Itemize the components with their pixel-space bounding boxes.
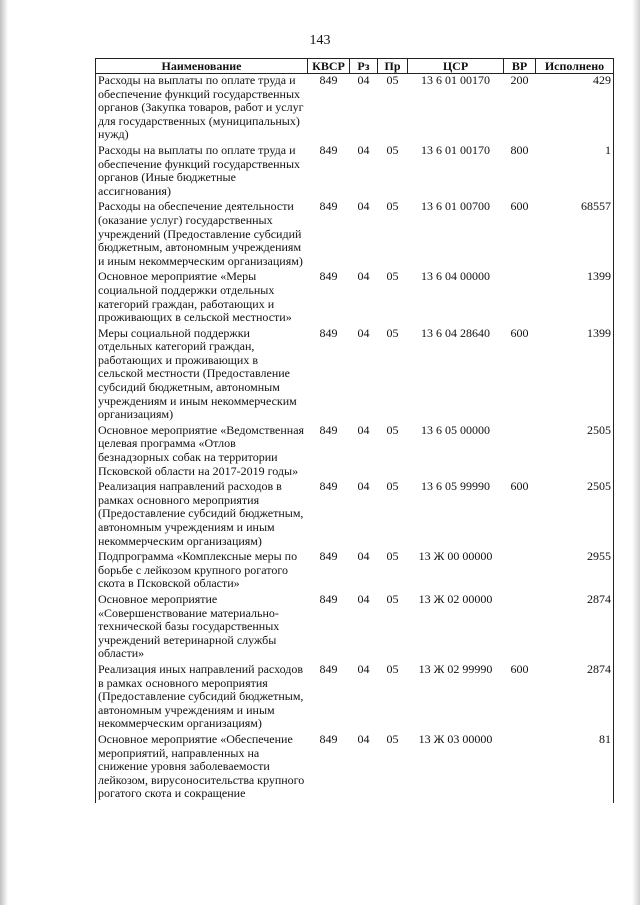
row-done: 2505 xyxy=(536,424,614,480)
row-csr: 13 6 04 00000 xyxy=(421,269,490,284)
row-done: 1399 xyxy=(536,270,614,326)
row-done: 1 xyxy=(536,144,614,200)
table-row xyxy=(96,270,614,326)
scan-edge-left xyxy=(0,0,8,905)
row-kvsr: 849 xyxy=(319,325,338,340)
row-csr: 13 6 01 00170 xyxy=(421,73,490,87)
row-pr: 05 xyxy=(386,479,399,494)
row-rz: 04 xyxy=(357,422,370,437)
row-rz: 04 xyxy=(357,591,370,606)
row-vr xyxy=(504,593,536,663)
row-pr: 05 xyxy=(386,549,399,564)
table-row xyxy=(96,327,614,424)
table-row xyxy=(96,480,614,550)
row-name: Основное мероприятие «Совершенствование материально-технической базы государственных учреждений ветеринарной службы области» xyxy=(96,593,308,663)
row-pr: 05 xyxy=(386,661,399,676)
row-vr: 600 xyxy=(510,661,529,676)
row-done: 1399 xyxy=(536,327,614,424)
row-name: Расходы на выплаты по оплате труда и обеспечение функций государственных органов (Иные бюджетные ассигнования) xyxy=(96,144,308,200)
row-csr: 13 Ж 03 00000 xyxy=(418,731,493,746)
row-vr xyxy=(504,270,536,326)
row-done: 81 xyxy=(536,733,614,803)
row-vr xyxy=(504,733,536,803)
row-kvsr: 849 xyxy=(319,199,338,214)
header-done: Исполнено xyxy=(536,59,614,74)
row-name: Основное мероприятие «Меры социальной поддержки отдельных категорий граждан, работающих и проживающих в сельской местности» xyxy=(96,270,308,326)
row-name: Реализация направлений расходов в рамках основного мероприятия (Предоставление субсидий бюджетным, автономным учреждениям и иным некоммерческим организациям) xyxy=(96,480,308,550)
row-pr: 05 xyxy=(386,325,399,340)
row-kvsr: 849 xyxy=(319,422,338,437)
row-rz: 04 xyxy=(357,73,370,87)
row-csr: 13 6 01 00170 xyxy=(421,142,490,157)
row-name: Основное мероприятие «Ведомственная целевая программа «Отлов безнадзорных собак на территории Псковской области на 2017-2019 годы» xyxy=(96,424,308,480)
header-vr: ВР xyxy=(504,59,536,74)
row-vr: 800 xyxy=(510,142,529,157)
row-kvsr: 849 xyxy=(319,661,338,676)
row-name: Подпрограмма «Комплексные меры по борьбе с лейкозом крупного рогатого скота в Псковской области» xyxy=(96,550,308,593)
header-rz: Рз xyxy=(350,59,378,74)
table-row xyxy=(96,663,614,733)
row-done: 2874 xyxy=(536,663,614,733)
page-number: 143 xyxy=(309,33,331,48)
row-rz: 04 xyxy=(357,199,370,214)
row-done: 2874 xyxy=(536,593,614,663)
table-row xyxy=(96,593,614,663)
row-kvsr: 849 xyxy=(319,73,338,87)
row-csr: 13 Ж 02 99990 xyxy=(418,661,493,676)
row-name: Реализация иных направлений расходов в рамках основного мероприятия (Предоставление субсидий бюджетным, автономным учреждениям и иным некоммерческим организациям) xyxy=(96,663,308,733)
row-pr: 05 xyxy=(386,422,399,437)
row-pr: 05 xyxy=(386,142,399,157)
row-pr: 05 xyxy=(386,731,399,746)
row-vr: 600 xyxy=(510,479,529,494)
row-vr: 200 xyxy=(510,73,529,87)
table-row xyxy=(96,424,614,480)
budget-table xyxy=(95,58,614,803)
row-csr: 13 6 04 28640 xyxy=(421,325,490,340)
row-pr: 05 xyxy=(386,591,399,606)
row-pr: 05 xyxy=(386,269,399,284)
header-pr: Пр xyxy=(378,59,408,74)
row-rz: 04 xyxy=(357,269,370,284)
row-name: Расходы на обеспечение деятельности (оказание услуг) государственных учреждений (Предоставление субсидий бюджетным, автономным учреждениям и иным некоммерческим организациям) xyxy=(96,200,308,270)
row-csr: 13 6 01 00700 xyxy=(421,199,490,214)
row-kvsr: 849 xyxy=(319,479,338,494)
row-vr xyxy=(504,550,536,593)
table-row xyxy=(96,733,614,803)
row-kvsr: 849 xyxy=(319,142,338,157)
row-rz: 04 xyxy=(357,142,370,157)
row-csr: 13 Ж 02 00000 xyxy=(418,591,493,606)
row-pr: 05 xyxy=(386,73,399,87)
table-row xyxy=(96,200,614,270)
row-name: Основное мероприятие «Обеспечение мероприятий, направленных на снижение уровня заболеваемости лейкозом, вирусоносительства крупного рогатого скота и сокращение xyxy=(96,733,308,803)
row-done: 2955 xyxy=(536,550,614,593)
row-kvsr: 849 xyxy=(319,269,338,284)
header-kvsr: КВСР xyxy=(308,59,350,74)
table-row xyxy=(96,74,614,144)
row-csr: 13 6 05 99990 xyxy=(421,479,490,494)
row-done: 429 xyxy=(536,74,614,144)
table-header-row xyxy=(96,59,614,74)
table-row xyxy=(96,144,614,200)
row-rz: 04 xyxy=(357,479,370,494)
table-row xyxy=(96,550,614,593)
row-name: Меры социальной поддержки отдельных категорий граждан, работающих и проживающих в сельской местности (Предоставление субсидий бюджетным, автономным учреждениям и иным некоммерческим организациям) xyxy=(96,327,308,424)
row-done: 68557 xyxy=(536,200,614,270)
row-done: 2505 xyxy=(536,480,614,550)
row-name: Расходы на выплаты по оплате труда и обеспечение функций государственных органов (Закупка товаров, работ и услуг для государственных (муниципальных) нужд) xyxy=(96,74,308,144)
header-name: Наименование xyxy=(96,59,308,74)
row-csr: 13 Ж 00 00000 xyxy=(418,549,493,564)
row-vr: 600 xyxy=(510,325,529,340)
row-csr: 13 6 05 00000 xyxy=(421,422,490,437)
row-rz: 04 xyxy=(357,549,370,564)
row-rz: 04 xyxy=(357,731,370,746)
row-kvsr: 849 xyxy=(319,591,338,606)
row-vr: 600 xyxy=(510,199,529,214)
header-csr: ЦСР xyxy=(408,59,504,74)
row-rz: 04 xyxy=(357,325,370,340)
row-rz: 04 xyxy=(357,661,370,676)
row-pr: 05 xyxy=(386,199,399,214)
row-kvsr: 849 xyxy=(319,731,338,746)
row-vr xyxy=(504,424,536,480)
scan-edge-right xyxy=(632,0,640,905)
row-kvsr: 849 xyxy=(319,549,338,564)
